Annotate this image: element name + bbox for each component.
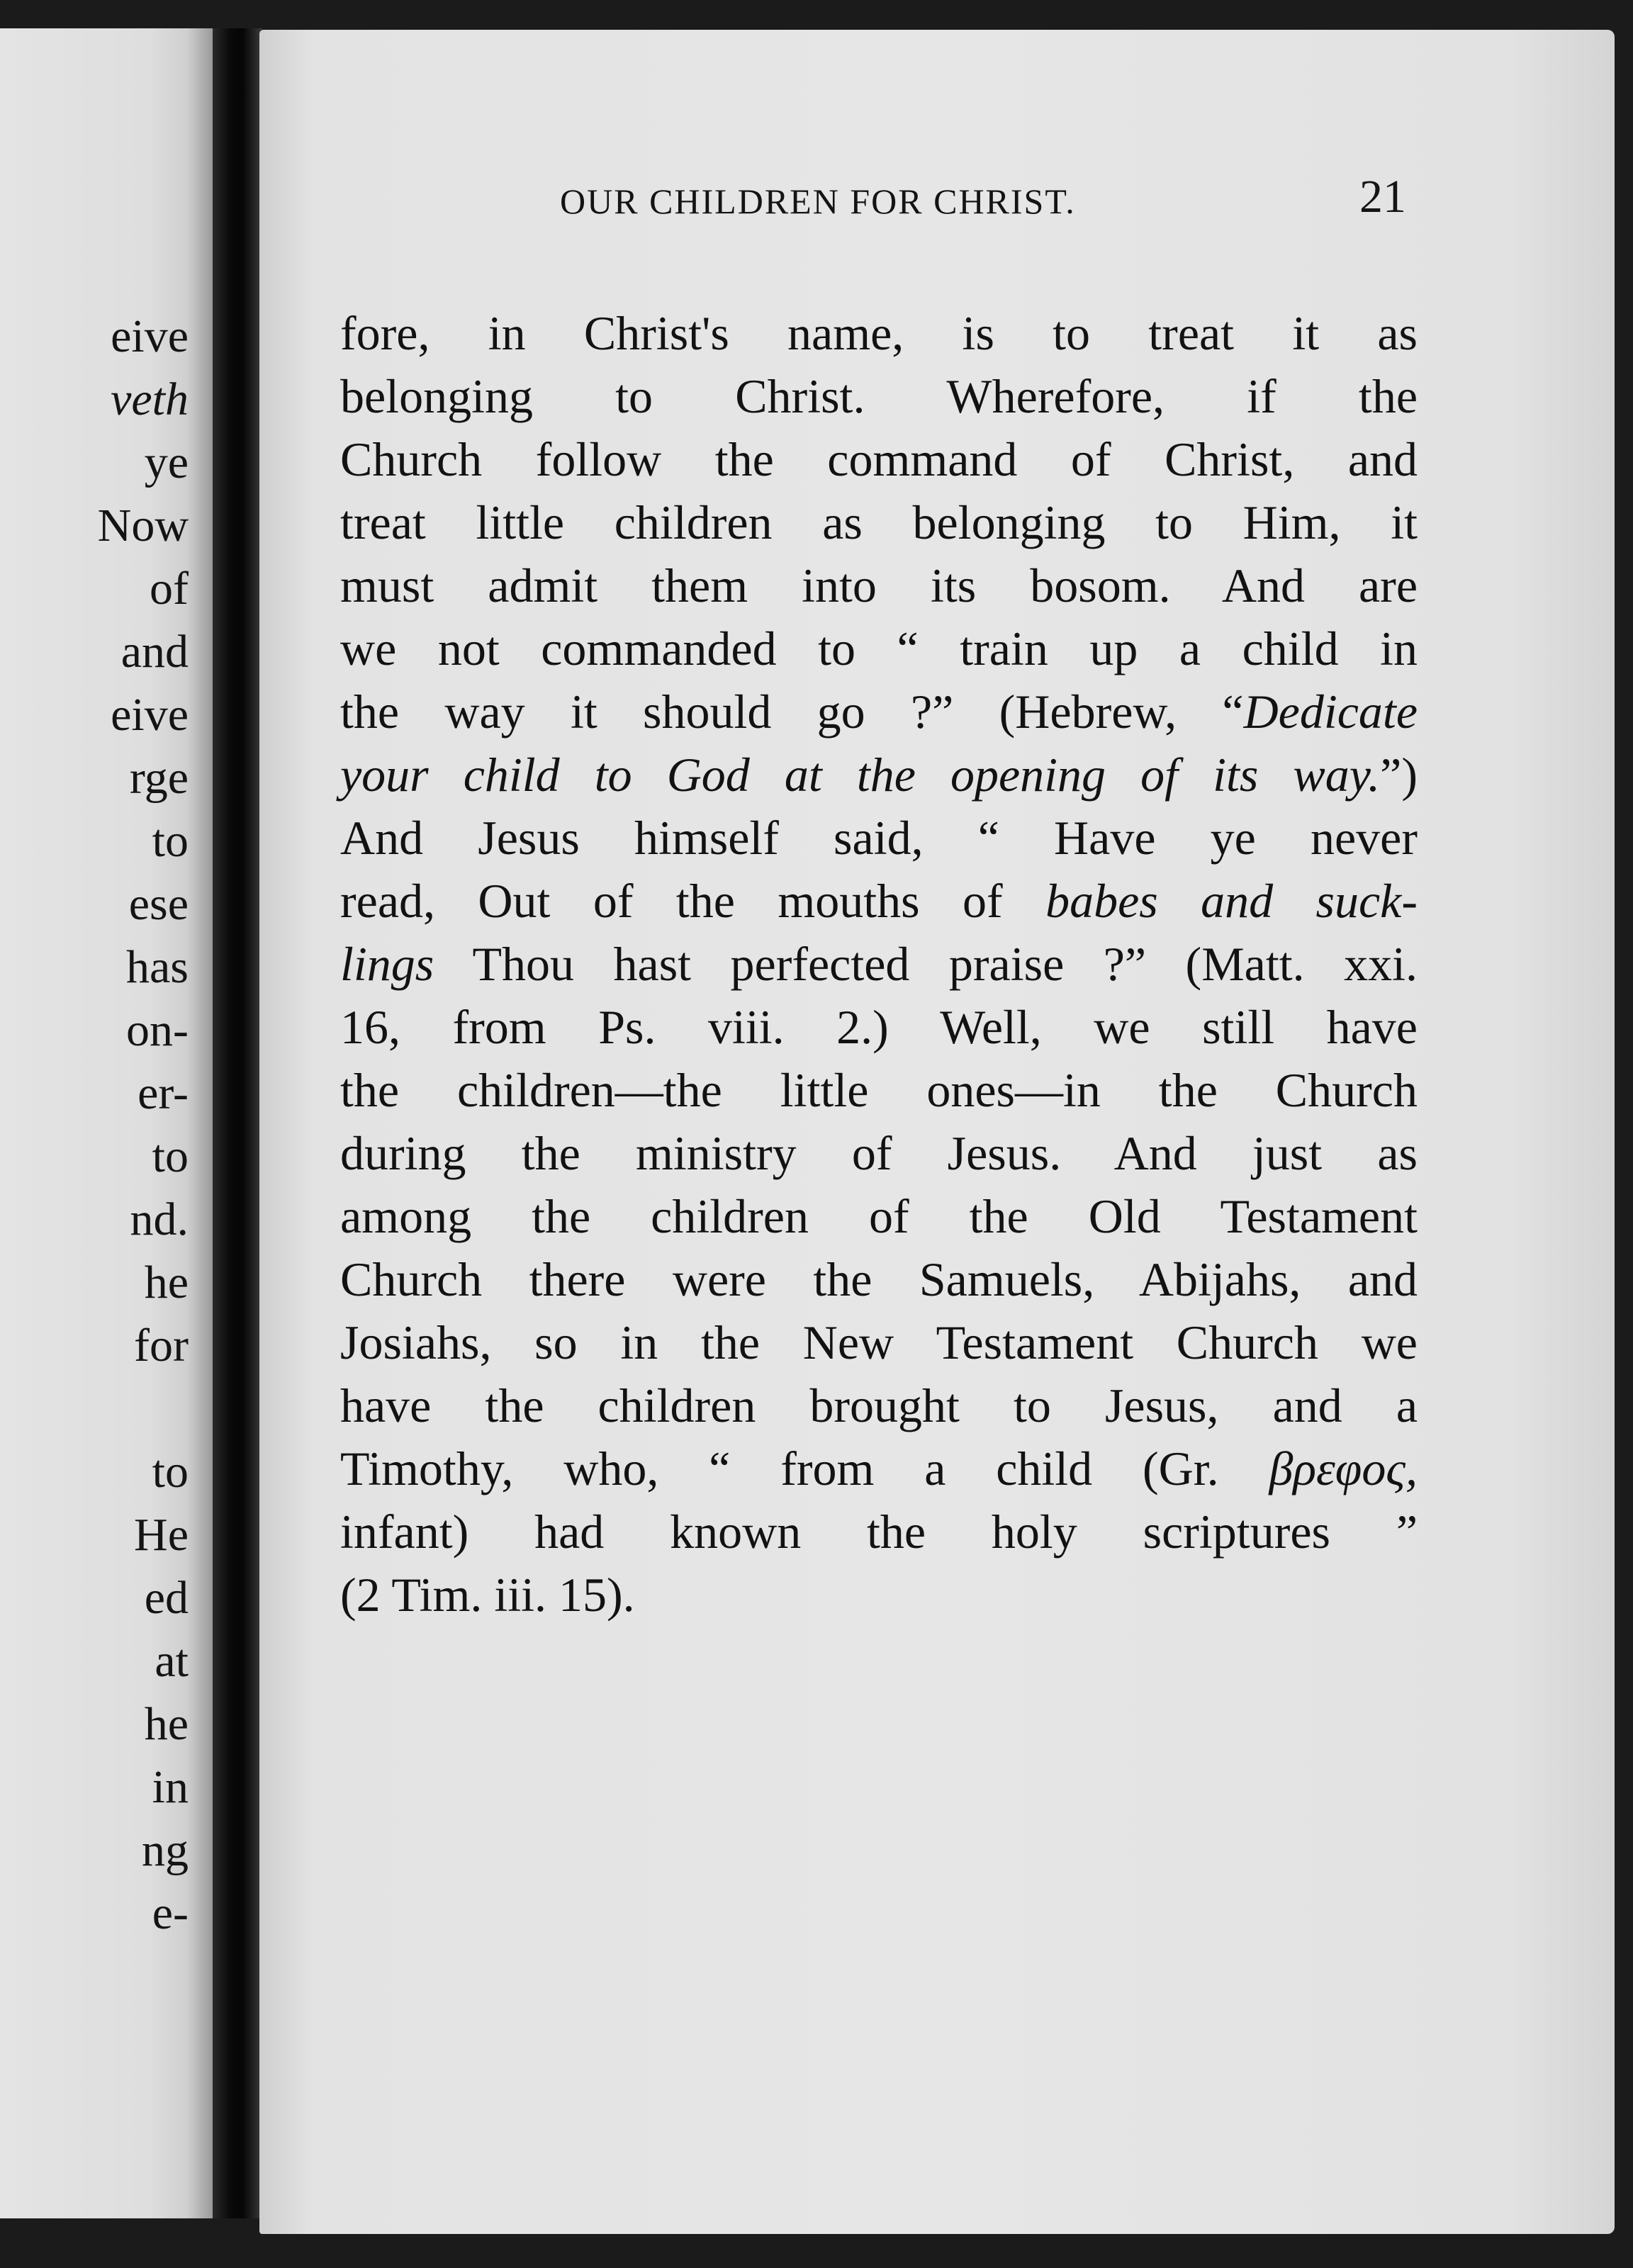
text-line: Church follow the command of Christ, and bbox=[340, 432, 1418, 486]
left-page-fragment: eive bbox=[111, 310, 189, 362]
text-segment: ”) bbox=[1380, 748, 1418, 802]
body-text bbox=[340, 302, 1418, 1627]
italic-phrase: lings bbox=[340, 937, 434, 991]
italic-phrase: your child to God at the opening of its way. bbox=[340, 748, 1381, 802]
left-page-fragment: ese bbox=[128, 878, 189, 930]
left-page-fragment: for bbox=[134, 1320, 189, 1371]
left-page-fragment: has bbox=[126, 941, 189, 993]
left-page-fragment: nd. bbox=[130, 1194, 189, 1245]
text-line: during the ministry of Jesus. And just as bbox=[340, 1126, 1418, 1180]
greek-word: βρεφος, bbox=[1269, 1442, 1418, 1495]
page-number: 21 bbox=[1359, 171, 1406, 223]
text-line bbox=[340, 933, 1418, 996]
left-page-fragment: rge bbox=[129, 752, 189, 804]
left-page-fragment: eive bbox=[111, 689, 189, 741]
text-line: belonging to Christ. Wherefore, if the bbox=[340, 369, 1418, 423]
left-page-fragment: ed bbox=[144, 1572, 189, 1624]
text-line bbox=[340, 1437, 1418, 1500]
italic-phrase: babes and suck- bbox=[1045, 874, 1418, 928]
text-line: infant) had known the holy scriptures ” bbox=[340, 1505, 1418, 1559]
left-page-fragment: Now bbox=[97, 500, 189, 551]
text-line: treat little children as belonging to Him, it bbox=[340, 495, 1418, 549]
left-page-fragment: in bbox=[152, 1761, 189, 1813]
text-line: have the children brought to Jesus, and a bbox=[340, 1379, 1418, 1432]
left-page-fragment: he bbox=[144, 1698, 189, 1750]
text-segment: the way it should go ?” (Hebrew, “ bbox=[340, 685, 1244, 739]
book-gutter-shadow bbox=[213, 28, 262, 2218]
left-page-fragment: to bbox=[152, 1446, 189, 1498]
text-line: Church there were the Samuels, Abijahs, and bbox=[340, 1252, 1418, 1306]
left-page-fragment: to bbox=[152, 1130, 189, 1182]
left-page-fragment: of bbox=[150, 563, 189, 614]
text-line bbox=[340, 743, 1418, 807]
left-page-fragment: ng bbox=[142, 1824, 189, 1876]
text-line: And Jesus himself said, “ Have ye never bbox=[340, 811, 1418, 865]
left-facing-page bbox=[0, 28, 213, 2218]
text-line: 16, from Ps. viii. 2.) Well, we still have bbox=[340, 1000, 1418, 1054]
text-segment: Timothy, who, “ from a child (Gr. bbox=[340, 1442, 1219, 1495]
text-line: fore, in Christ's name, is to treat it as bbox=[340, 306, 1418, 360]
left-page-fragment: on- bbox=[126, 1004, 189, 1056]
text-segment: read, Out of the mouths of bbox=[340, 874, 1003, 928]
left-page-fragment: and bbox=[120, 626, 189, 678]
running-head: OUR CHILDREN FOR CHRIST. bbox=[560, 181, 1076, 221]
text-line: Josiahs, so in the New Testament Church we bbox=[340, 1315, 1418, 1369]
text-line: among the children of the Old Testament bbox=[340, 1189, 1418, 1243]
show-through-reverse-text bbox=[600, 1639, 1633, 2060]
text-line bbox=[340, 680, 1418, 743]
left-page-fragment: to bbox=[152, 815, 189, 867]
text-line: must admit them into its bosom. And are bbox=[340, 558, 1418, 612]
left-page-fragment: veth bbox=[111, 374, 189, 425]
text-line bbox=[340, 870, 1418, 933]
left-page-fragment: er- bbox=[138, 1067, 189, 1119]
left-page-fragment: e- bbox=[152, 1887, 189, 1939]
left-page-fragment: at bbox=[155, 1635, 189, 1687]
text-line: we not commanded to “ train up a child in bbox=[340, 622, 1418, 675]
text-line: the children—the little ones—in the Church bbox=[340, 1063, 1418, 1117]
left-page-fragment: ye bbox=[144, 437, 189, 488]
text-line: (2 Tim. iii. 15). bbox=[340, 1568, 635, 1622]
text-segment: Thou hast perfected praise ?” (Matt. xxi. bbox=[472, 937, 1418, 991]
left-page-fragment: He bbox=[134, 1509, 189, 1561]
left-page-fragment: he bbox=[144, 1257, 189, 1308]
italic-phrase: Dedicate bbox=[1243, 685, 1418, 739]
